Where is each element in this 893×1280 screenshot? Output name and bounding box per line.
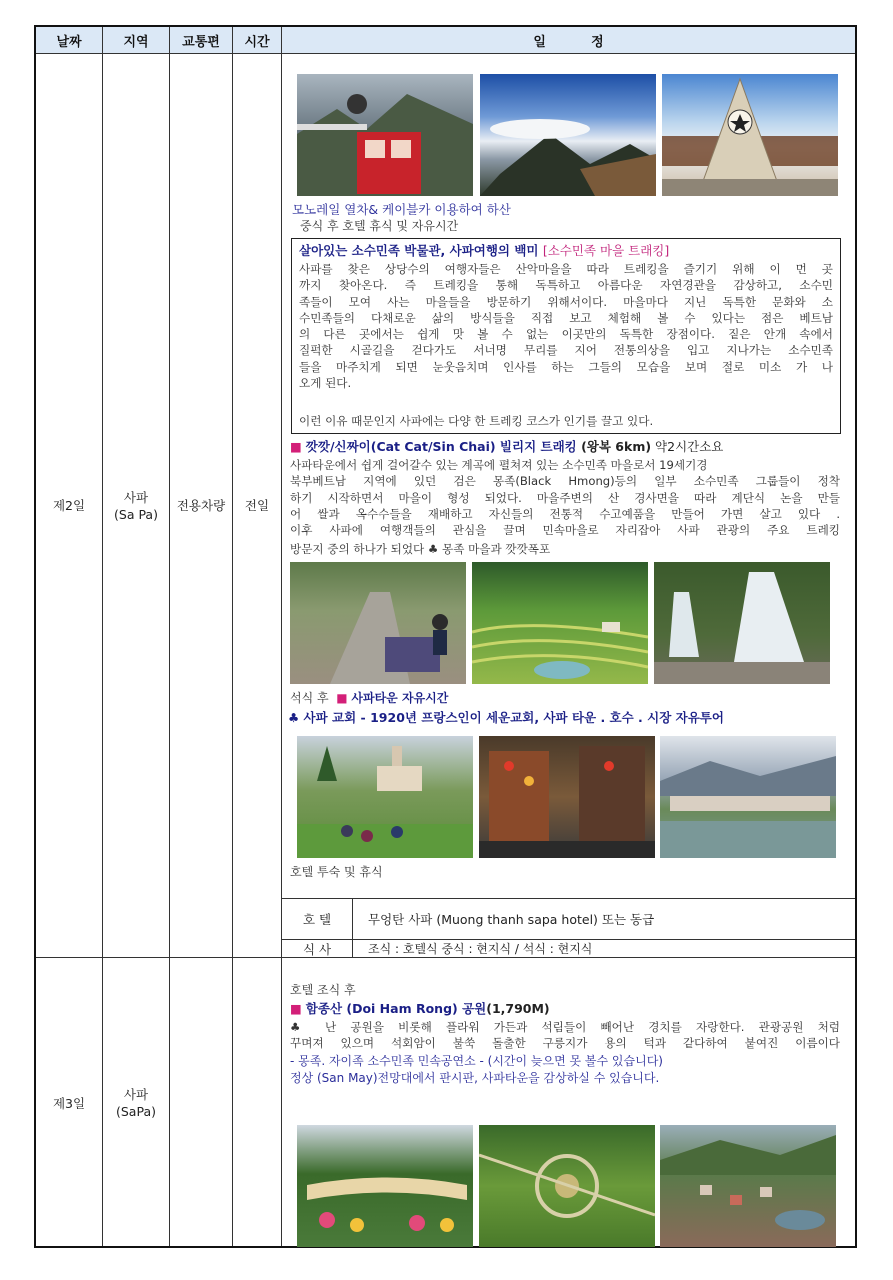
header-region: 지역 <box>103 27 169 53</box>
catcat-waterfall-photo <box>654 562 830 684</box>
box-title-main: 살아있는 소수민족 박물관, 사파여행의 백미 <box>299 243 543 258</box>
day3-region <box>103 958 169 1248</box>
mountain-peak-illustration <box>480 74 656 196</box>
box-body <box>299 261 833 391</box>
square-bullet-icon: ■ <box>336 691 348 705</box>
park-line: ♣ 난 공원을 비롯해 플라워 가든과 석림들이 빼어난 경치를 자랑한다. 관광공원 처럼 <box>290 1020 840 1034</box>
header-date: 날짜 <box>36 27 102 53</box>
square-bullet-icon: ■ <box>290 439 302 454</box>
rice-terrace-photo <box>472 562 648 684</box>
hotel-value: 무엉탄 사파 (Muong thanh sapa hotel) 또는 동급 <box>368 912 655 927</box>
dinner-prefix: 석식 후 <box>290 691 337 705</box>
free-time-title: 사파타운 자유시간 <box>351 691 449 705</box>
monorail-train-photo <box>297 74 473 196</box>
village-path-vendor-photo <box>290 562 466 684</box>
box-line: 오게 된다. <box>299 376 352 391</box>
day2-label: 제2일 <box>52 498 86 513</box>
rice-terrace-illustration <box>472 562 648 684</box>
trek-line: 이후 사파에 여행객들의 관심을 끌며 민속마을로 자리잡아 사파 관광의 주요 트레킹 <box>290 523 840 538</box>
box-line: 질퍽한 시골길을 걷다가도 서너명 무리를 지어 전통의상을 입고 지나가는 소수민족 <box>299 343 833 358</box>
sapa-town-valley-photo <box>660 1125 836 1247</box>
box-title-tag: [소수민족 마을 트래킹] <box>542 243 670 258</box>
ham-rong-park-aerial-photo <box>479 1125 655 1247</box>
region-name-en: (Sa Pa) <box>114 506 158 522</box>
show-line: - 몽족. 자이족 소수민족 민속공연소 - (시간이 늦으면 못 볼수 있습니다) <box>290 1054 663 1068</box>
day2-region <box>103 54 169 957</box>
monorail-line: 모노레일 열차& 케이블카 이용하여 하산 <box>292 202 511 217</box>
park-heading <box>290 1001 550 1016</box>
sapa-town-street-photo <box>479 736 655 858</box>
church-line: ♣ 사파 교회 - 1920년 프랑스인이 세운교회, 사파 타운 . 호수 . 시장 자유투어 <box>288 710 724 725</box>
ham-rong-flower-garden-photo <box>297 1125 473 1247</box>
square-bullet-icon: ■ <box>290 1001 302 1016</box>
trek-last-line: 방문지 중의 하나가 되었다 ♣ 몽족 마을과 깟깟폭포 <box>290 542 551 556</box>
trek-title: 깟깟/신짜이(Cat Cat/Sin Chai) 빌리지 트래킹 <box>305 439 582 454</box>
lunch-line: 중식 후 호텔 휴식 및 자유시간 <box>300 219 459 233</box>
box-line: 사파를 찾은 상당수의 여행자들은 산악마을을 따라 트레킹을 즐기기 위해 이 먼 곳 <box>299 262 833 276</box>
box-line: 까지 찾아온다. 즉 트레킹을 통해 독특하고 아름다운 자연경관을 감상하고, 소수민 <box>299 278 833 293</box>
trek-heading <box>290 439 723 454</box>
trek-line: 어 쌀과 옥수수들을 재배하고 자신들의 전통적 수고예품을 만들어 가면 살고 있다 . <box>290 506 840 521</box>
breakfast-line: 호텔 조식 후 <box>290 983 356 997</box>
village-path-illustration <box>290 562 466 684</box>
hotel-rest-line: 호텔 투숙 및 휴식 <box>290 865 383 879</box>
town-valley-illustration <box>660 1125 836 1247</box>
sapa-church-market-photo <box>297 736 473 858</box>
box-line: 수민족들의 다채로운 삶의 방식들을 직접 보고 체험해 볼 수 있다는 점은 베트남 <box>299 310 833 325</box>
trek-line: 하기 시작하면서 마을이 형성 되었다. 마을주변의 산 경사면을 따라 계단식 논을 만들 <box>290 490 840 505</box>
region-name-en: (SaPa) <box>116 1104 156 1119</box>
meal-label: 식 사 <box>302 941 332 957</box>
region-name: 사파 <box>123 489 149 505</box>
subtable-column-divider <box>352 898 353 957</box>
region-name: 사파 <box>123 1087 149 1102</box>
summit-pyramid-illustration <box>662 74 838 196</box>
town-street-illustration <box>479 736 655 858</box>
trek-body <box>290 457 840 538</box>
trek-duration: 약2시간소요 <box>651 439 724 454</box>
day3-schedule <box>282 958 855 1248</box>
day2-time: 전일 <box>244 498 270 513</box>
trek-distance: (왕복 6km) <box>581 439 652 454</box>
sapa-lake-photo <box>660 736 836 858</box>
box-line: 들을 마주치게 되면 눈웃음치며 인사를 하는 그들의 모습을 보며 절로 미소 가 나 <box>299 359 833 374</box>
meal-value: 조식 : 호텔식 중식 : 현지식 / 석식 : 현지식 <box>368 942 593 956</box>
day3-label: 제3일 <box>52 1095 86 1111</box>
park-title: 함종산 (Doi Ham Rong) 공원 <box>305 1001 487 1016</box>
box-line: 족들이 모여 사는 마을들을 방문하기 위해서이다. 마을마다 지닌 독특한 문화와 소 <box>299 294 833 309</box>
header-schedule: 일 정 <box>282 27 855 53</box>
fansipan-summit-marker-photo <box>662 74 838 196</box>
header-transport: 교통편 <box>170 27 232 53</box>
header-time: 시간 <box>233 27 281 53</box>
view-line: 정상 (San May)전망대에서 판시판, 사파타운을 감상하실 수 있습니다. <box>290 1071 660 1085</box>
church-square-illustration <box>297 736 473 858</box>
day2-transport: 전용차량 <box>176 498 226 513</box>
trek-line: 북부베트남 지역에 있던 검은 몽족(Black Hmong)등의 일부 소수민족 그룹들이 정착 <box>290 474 840 489</box>
itinerary-table <box>34 25 857 1248</box>
waterfall-illustration <box>654 562 830 684</box>
day2-schedule <box>282 54 855 957</box>
park-height: (1,790M) <box>486 1001 550 1016</box>
mountain-cloud-viewpoint-photo <box>480 74 656 196</box>
box-title <box>299 243 669 258</box>
park-aerial-illustration <box>479 1125 655 1247</box>
flower-garden-illustration <box>297 1125 473 1247</box>
hotel-label: 호 텔 <box>302 912 332 927</box>
box-last-line: 이런 이유 때문인지 사파에는 다양 한 트레킹 코스가 인기를 끌고 있다. <box>299 414 654 428</box>
trekking-info-box <box>291 238 841 434</box>
monorail-train-illustration <box>297 74 473 196</box>
trek-line: 사파타운에서 쉽게 걸어갈수 있는 계곡에 펼쳐져 있는 소수민족 마을로서 19세기경 <box>290 458 708 472</box>
park-body <box>290 1019 840 1052</box>
box-line: 의 다른 곳에서는 쉽게 맛 볼 수 없는 이곳만의 독특한 장점이다. 짙은 안개 속에서 <box>299 327 833 342</box>
lake-town-illustration <box>660 736 836 858</box>
dinner-line <box>290 691 448 706</box>
park-line: 꾸며져 있으며 석회암이 불쑥 돌출한 구릉지가 용의 턱과 같다하여 붙여진 이름이다 <box>290 1036 840 1051</box>
